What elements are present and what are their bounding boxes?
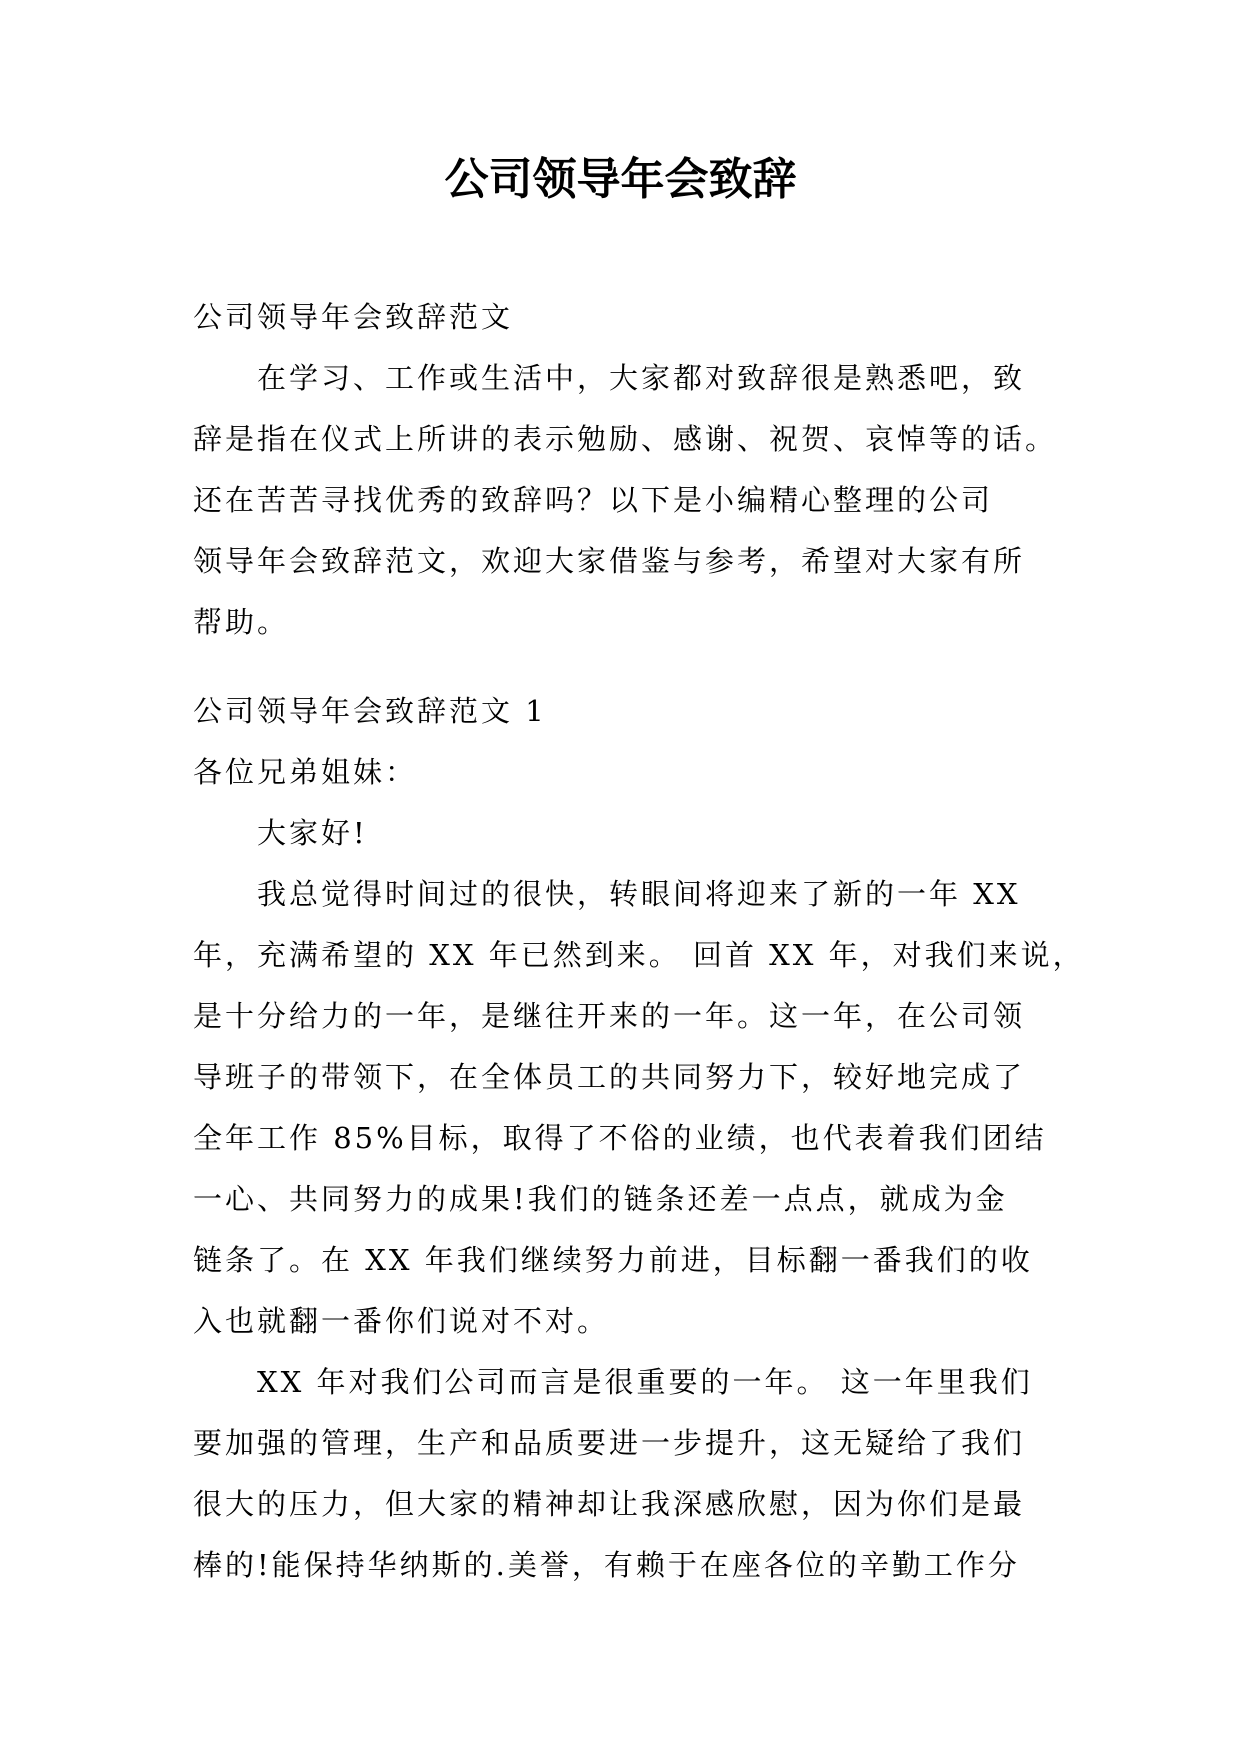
paragraph-line: 是十分给力的一年，是继往开来的一年。这一年，在公司领 <box>193 999 1026 1033</box>
paragraph-line: 一心、共同努力的成果!我们的链条还差一点点，就成为金 <box>193 1182 1008 1216</box>
salutation: 各位兄弟姐妹： <box>193 755 418 789</box>
paragraph-line: 我总觉得时间过的很快，转眼间将迎来了新的一年 XX <box>257 877 1021 911</box>
paragraph-line: 很大的压力，但大家的精神却让我深感欣慰，因为你们是最 <box>193 1487 1026 1521</box>
paragraph-line: 要加强的管理，生产和品质要进一步提升，这无疑给了我们 <box>193 1426 1026 1460</box>
paragraph-line: 导班子的带领下，在全体员工的共同努力下，较好地完成了 <box>193 1060 1026 1094</box>
intro-line: 还在苦苦寻找优秀的致辞吗？以下是小编精心整理的公司 <box>193 483 994 517</box>
intro-line: 辞是指在仪式上所讲的表示勉励、感谢、祝贺、哀悼等的话。 <box>193 422 1058 456</box>
speech-block <box>193 681 1085 1596</box>
intro-line: 帮助。 <box>193 605 290 639</box>
paragraph-line: 年，充满希望的 XX 年已然到来。 回首 XX 年，对我们来说， <box>193 938 1085 972</box>
greeting: 大家好! <box>257 816 368 850</box>
intro-block <box>193 287 1056 653</box>
paragraph-line: 入也就翻一番你们说对不对。 <box>193 1304 610 1338</box>
paragraph-line: XX 年对我们公司而言是很重要的一年。 这一年里我们 <box>257 1365 1033 1399</box>
document-heading: 公司领导年会致辞范文 <box>193 300 514 334</box>
paragraph-line: 全年工作 85%目标，取得了不俗的业绩，也代表着我们团结 <box>193 1121 1047 1155</box>
document-title: 公司领导年会致辞 <box>444 154 797 205</box>
paragraph-line: 棒的!能保持华纳斯的.美誉，有赖于在座各位的辛勤工作分 <box>193 1548 1020 1582</box>
paragraph-line: 链条了。在 XX 年我们继续努力前进，目标翻一番我们的收 <box>193 1243 1033 1277</box>
intro-line: 在学习、工作或生活中，大家都对致辞很是熟悉吧，致 <box>257 361 1026 395</box>
intro-line: 领导年会致辞范文，欢迎大家借鉴与参考，希望对大家有所 <box>193 544 1026 578</box>
section-heading: 公司领导年会致辞范文 1 <box>193 694 547 728</box>
